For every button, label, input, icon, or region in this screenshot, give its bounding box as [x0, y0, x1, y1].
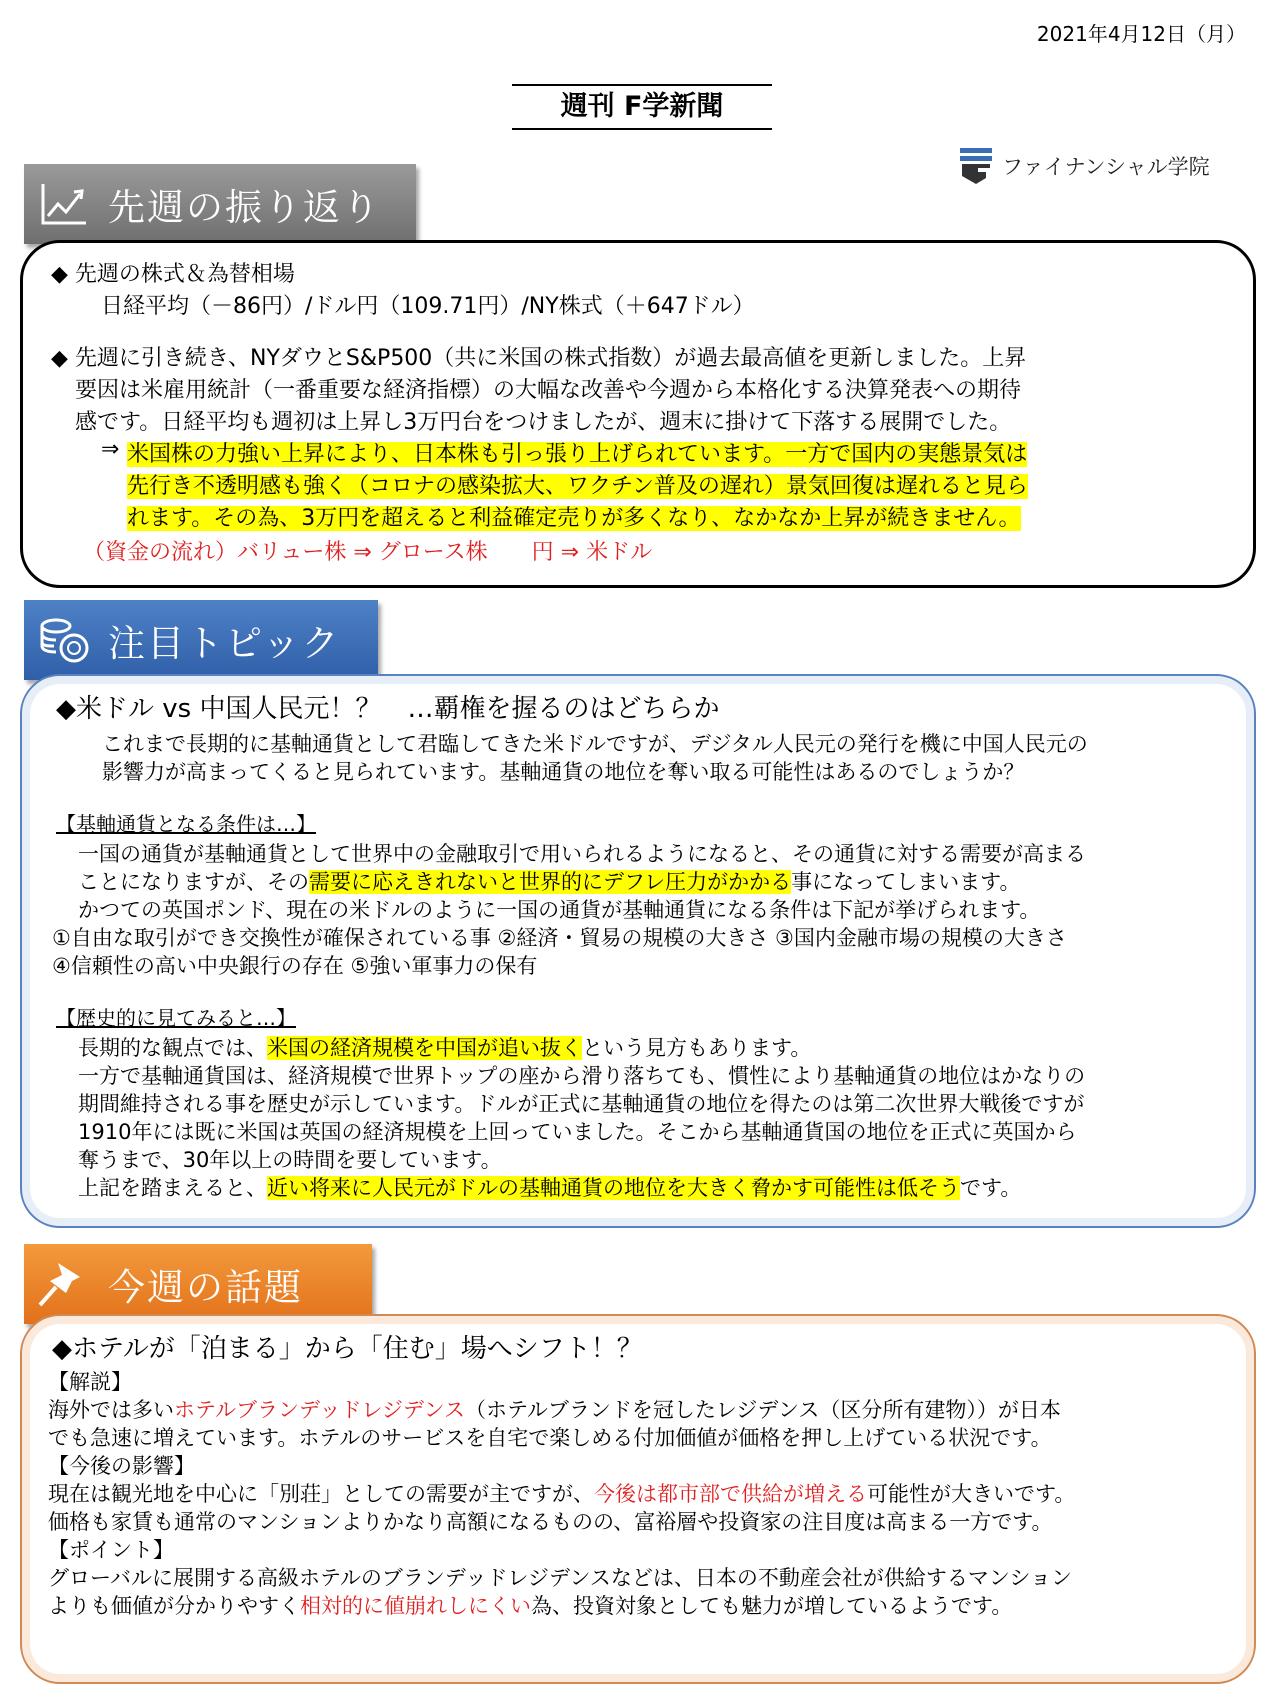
market-summary: 日経平均（－86円）/ドル円（109.71円）/NY株式（＋647ドル）	[101, 294, 755, 319]
highlighted-line: 先行き不透明感も強く（コロナの感染拡大、ワクチン普及の遅れ）景気回復は遅れると見ら	[127, 474, 1028, 499]
paragraph-line: 奪うまで、30年以上の時間を要しています。	[78, 1148, 502, 1172]
company-logo-icon	[958, 146, 994, 186]
paragraph-line: かつての英国ポンド、現在の米ドルのように一国の通貨が基軸通貨になる条件は下記が挙げられます。	[78, 898, 1041, 922]
section-header-topic	[24, 600, 378, 680]
conditions-list: ④信頼性の高い中央銀行の存在 ⑤強い軍事力の保有	[52, 954, 538, 978]
paragraph-line: 一方で基軸通貨国は、経済規模で世界トップの座から滑り落ちても、慣性により基軸通貨の地位はかなりの	[78, 1064, 1086, 1088]
text-segment: 長期的な観点では、	[78, 1036, 267, 1060]
text-segment: ことになりますが、その	[78, 870, 309, 894]
text-segment: です。	[960, 1176, 1022, 1200]
section-title: 今週の話題	[108, 1266, 303, 1309]
text-segment: 可能性が大きいです。	[867, 1482, 1076, 1506]
paragraph-line: 感です。日経平均も週初は上昇し3万円台をつけましたが、週末に掛けて下落する展開でした。	[75, 410, 1012, 435]
section-title: 先週の振り返り	[108, 186, 381, 229]
paragraph-line: 期間維持される事を歴史が示しています。ドルが正式に基軸通貨の地位を得たのは第二次世界大戦後ですが	[78, 1092, 1085, 1116]
text-segment: 上記を踏まえると、	[78, 1176, 267, 1200]
topic-box	[20, 674, 1256, 1228]
last-week-box	[20, 240, 1256, 588]
market-heading: ◆ 先週の株式＆為替相場	[51, 262, 295, 287]
paragraph-line: ◆ 先週に引き続き、NYダウとS&P500（共に米国の株式指数）が過去最高値を更新しました。上昇	[51, 346, 1027, 371]
paragraph-line: これまで長期的に基軸通貨として君臨してきた米ドルですが、デジタル人民元の発行を機に中国人民元の	[102, 732, 1088, 756]
paragraph-line: 1910年には既に米国は英国の経済規模を上回っていました。そこから基軸通貨国の地位を正式に英国から	[78, 1120, 1077, 1144]
subheading: 【基軸通貨となる条件は…】	[56, 812, 316, 836]
label: 【今後の影響】	[48, 1454, 195, 1478]
paragraph-line: グローバルに展開する高級ホテルのブランデッドレジデンスなどは、日本の不動産会社が供給するマンション	[48, 1566, 1072, 1590]
conditions-list: ①自由な取引ができ交換性が確保されている事 ②経済・貿易の規模の大きさ ③国内金融市場の規模の大きさ	[52, 926, 1067, 950]
highlighted-line: れます。その為、3万円を超えると利益確定売りが多くなり、なかなか上昇が続きません。	[127, 506, 1021, 531]
trend-chart-icon	[36, 176, 92, 232]
highlighted-text: 近い将来に人民元がドルの基軸通貨の地位を大きく脅かす可能性は低そう	[267, 1176, 960, 1200]
paragraph-line	[78, 866, 1021, 896]
highlighted-line: 米国株の力強い上昇により、日本株も引っ張り上げられています。一方で国内の実態景気は	[127, 442, 1028, 467]
weekly-news-box	[20, 1314, 1256, 1684]
section-title: 注目トピック	[108, 622, 341, 665]
pushpin-icon	[36, 1256, 92, 1312]
issue-date: 2021年4月12日（月）	[1036, 22, 1246, 46]
news-heading: ◆ホテルが「泊まる」から「住む」場へシフト！？	[52, 1334, 643, 1364]
label: 【解説】	[48, 1370, 132, 1394]
paragraph-line: でも急速に増えています。ホテルのサービスを自宅で楽しめる付加価値が価格を押し上げている状況です。	[48, 1426, 1052, 1450]
paragraph-line: 価格も家賃も通常のマンションよりかなり高額になるものの、富裕層や投資家の注目度は高まる一方です。	[48, 1510, 1053, 1534]
red-text: 今後は都市部で供給が増える	[594, 1482, 867, 1506]
coins-icon	[36, 612, 92, 668]
text-segment: 海外では多い	[48, 1398, 174, 1422]
paragraph-line	[78, 1032, 811, 1062]
masthead-title: 週刊 F学新聞	[512, 84, 772, 130]
highlighted-text: 需要に応えきれないと世界的にデフレ圧力がかかる	[309, 870, 792, 894]
arrow-symbol: ⇒	[101, 437, 120, 462]
paragraph-line	[48, 1590, 1012, 1620]
text-segment: 事になってしまいます。	[791, 870, 1021, 894]
section-header-weekly-news	[24, 1244, 372, 1324]
money-flow-note: （資金の流れ）バリュー株 ⇒ グロース株 円 ⇒ 米ドル	[83, 540, 653, 565]
subheading: 【歴史的に見てみると…】	[56, 1006, 296, 1030]
paragraph-line	[48, 1478, 1075, 1508]
highlighted-text: 米国の経済規模を中国が追い抜く	[267, 1036, 582, 1060]
text-segment: 現在は観光地を中心に「別荘」としての需要が主ですが、	[48, 1482, 594, 1506]
red-text: ホテルブランデッドレジデンス	[174, 1398, 465, 1422]
company-logo-text: ファイナンシャル学院	[1002, 155, 1210, 179]
paragraph-line: 影響力が高まってくると見られています。基軸通貨の地位を奪い取る可能性はあるのでしょうか？	[102, 760, 1025, 784]
company-logo	[958, 146, 1210, 186]
section-header-last-week	[24, 164, 416, 244]
paragraph-line: 一国の通貨が基軸通貨として世界中の金融取引で用いられるようになると、その通貨に対する需要が高まる	[78, 842, 1086, 866]
text-segment: という見方もあります。	[582, 1036, 812, 1060]
red-text: 相対的に値崩れしにくい	[300, 1594, 531, 1618]
label: 【ポイント】	[48, 1538, 174, 1562]
paragraph-line	[78, 1172, 1021, 1202]
paragraph-line: 要因は米雇用統計（一番重要な経済指標）の大幅な改善や今週から本格化する決算発表への期待	[75, 378, 1022, 403]
text-segment: 為、投資対象としても魅力が増しているようです。	[531, 1594, 1013, 1618]
topic-heading: ◆米ドル vs 中国人民元！？ …覇権を握るのはどちらか	[56, 694, 720, 724]
text-segment: （ホテルブランドを冠したレジデンス（区分所有建物））が日本	[464, 1398, 1061, 1422]
text-segment: よりも価値が分かりやすく	[48, 1594, 300, 1618]
paragraph-line	[48, 1394, 1061, 1424]
